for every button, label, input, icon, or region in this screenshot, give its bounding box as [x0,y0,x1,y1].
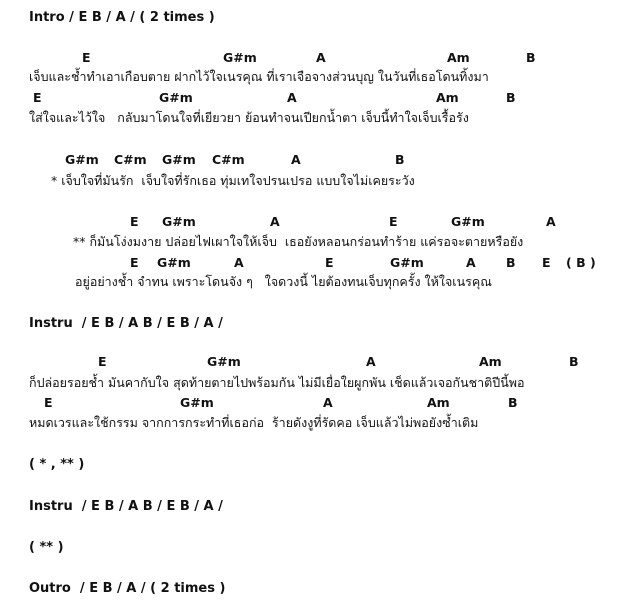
lyric-line: ใส่ใจและไว้ใจ กลับมาโดนใจที่เยียวยา ย้อนทำจนเปียกน้ำตา เจ็บนี้ทำใจเจ็บเรื้อรัง [29,110,469,125]
chord: A [546,214,556,229]
outro-line: Outro / E B / A / ( 2 times ) [29,581,226,596]
intro-line: Intro / E B / A / ( 2 times ) [29,10,215,25]
chord: G#m [451,214,485,229]
repeat-marker: ( ** ) [29,540,64,555]
repeat-marker: ( * , ** ) [29,457,85,472]
chord: E [98,354,107,369]
chord: B [506,255,516,270]
chord: G#m [180,395,214,410]
chord: E [542,255,551,270]
chord: A [366,354,376,369]
chord: A [291,152,301,167]
chord: ( B ) [566,255,596,270]
chord: E [130,255,139,270]
lyric-line: ** ก็มันโง่งมงาย ปล่อยไฟเผาใจให้เจ็บ เธอยังหลอนกร่อนทำร้าย แค่รอจะตายหรือยัง [73,234,524,249]
lyric-line: อยู่อย่างช้ำ จำทน เพราะโดนจัง ๆ ใจดวงนี้ ไยต้องทนเจ็บทุกครั้ง ให้ใจเนรคุณ [75,274,492,289]
chord: B [508,395,518,410]
chord: A [270,214,280,229]
chord: E [130,214,139,229]
chord: A [466,255,476,270]
chord: B [395,152,405,167]
chord: E [33,90,42,105]
instrumental-line: Instru / E B / A B / E B / A / [29,499,223,514]
chord: G#m [159,90,193,105]
chord: Am [447,50,470,65]
chord: E [82,50,91,65]
lyric-line: * เจ็บใจที่มันรัก เจ็บใจที่รักเธอ ทุ่มเทใจปรนเปรอ แบบใจไม่เคยระวัง [51,173,415,188]
chord: G#m [223,50,257,65]
chord: E [325,255,334,270]
chord: G#m [65,152,99,167]
chord: C#m [212,152,245,167]
chord: E [44,395,53,410]
lyric-line: หมดเวรและใช้กรรม จากการกระทำที่เธอก่อ ร้ายดังงูที่รัดคอ เจ็บแล้วไม่พอยังซ้ำเติม [29,415,479,430]
chord: A [316,50,326,65]
chord: E [389,214,398,229]
chord: A [234,255,244,270]
chord: C#m [114,152,147,167]
lyric-line: เจ็บและช้ำทำเอาเกือบตาย ฝากไว้ใจเนรคุณ ที่เราเจือจางส่วนบุญ ในวันที่เธอโดนทิ้งมา [29,69,489,84]
chord: A [287,90,297,105]
chord: Am [427,395,450,410]
chord: Am [436,90,459,105]
lyric-line: ก็ปล่อยรอยช้ำ มันคากับใจ สุดท้ายตายไปพร้อมกัน ไม่มีเยื่อใยผูกพัน เช็ดแล้วเจอกันชาติปีนี้พอ [29,375,525,390]
chord: G#m [162,152,196,167]
chord: G#m [390,255,424,270]
chord: B [526,50,536,65]
chord: G#m [162,214,196,229]
chord: Am [479,354,502,369]
chord: B [569,354,579,369]
chord: G#m [207,354,241,369]
chord: A [323,395,333,410]
chord: G#m [157,255,191,270]
chord: B [506,90,516,105]
instrumental-line: Instru / E B / A B / E B / A / [29,316,223,331]
